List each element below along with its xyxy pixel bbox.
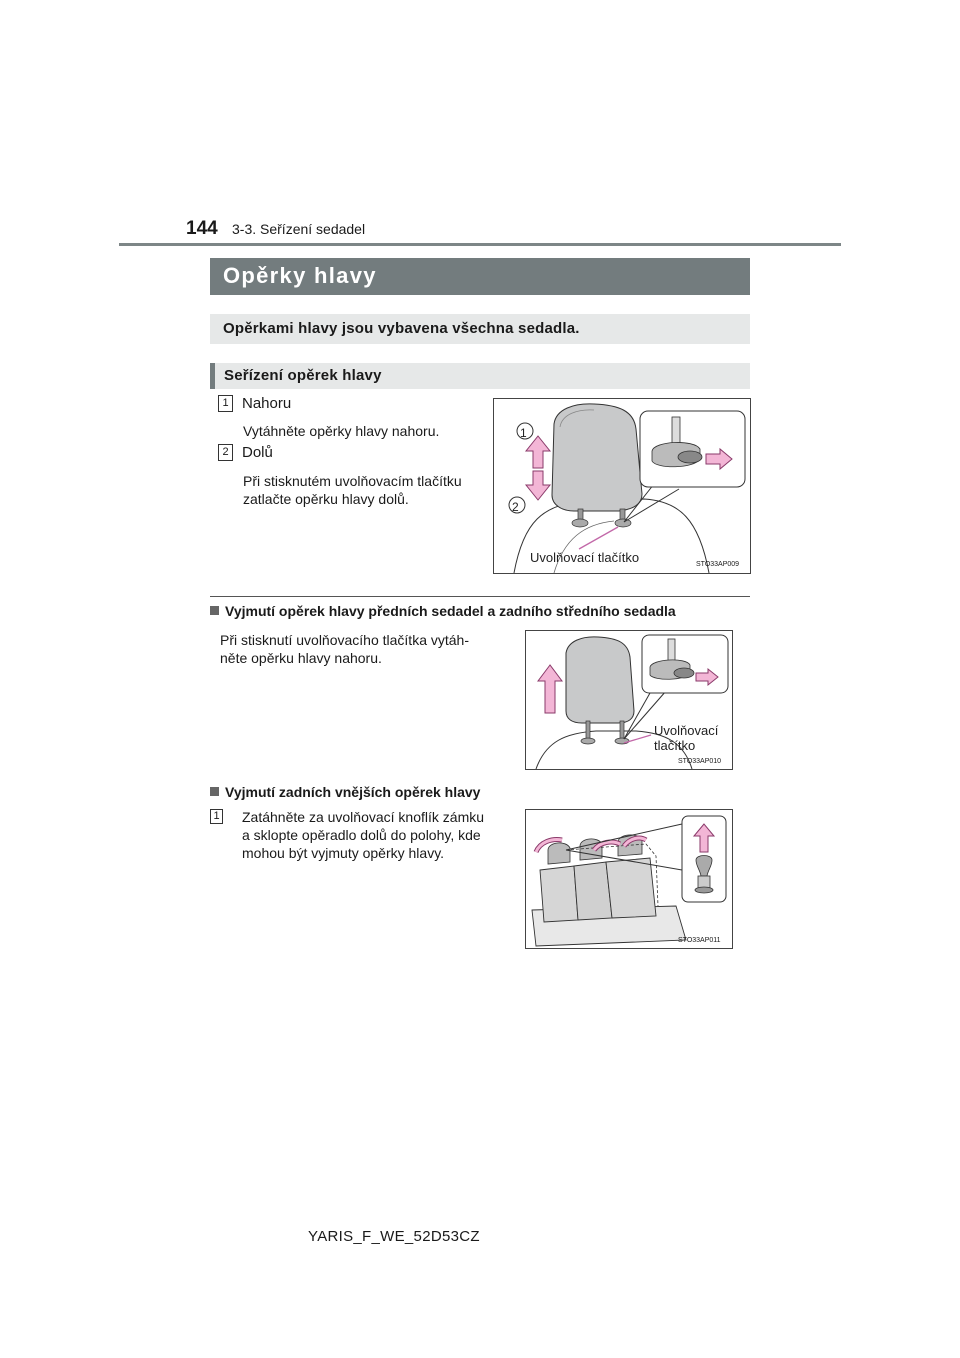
removal-rear-heading: [210, 784, 480, 800]
step-2-description-line2: zatlačte opěrku hlavy dolů.: [243, 491, 409, 507]
subsection-heading: Seřízení opěrek hlavy: [210, 363, 750, 389]
bullet-square-icon: [210, 787, 219, 796]
section-breadcrumb: 3-3. Seřízení sedadel: [232, 221, 366, 237]
removal-rear-heading-text: Vyjmutí zadních vnějších opěrek hlavy: [225, 784, 481, 800]
figure1-code: STO33AP009: [696, 561, 740, 568]
page-title: Opěrky hlavy: [210, 258, 750, 295]
step-2-description-line1: Při stisknutém uvolňovacím tlačítku: [243, 473, 462, 489]
removal-front-text-line1: Při stisknutí uvolňovacího tlačítka vytáh-: [220, 632, 469, 648]
figure-front-removal: [525, 630, 733, 770]
step-2-heading: Dolů: [242, 444, 273, 461]
removal-rear-text-line2: a sklopte opěradlo dolů do polohy, kde: [242, 827, 481, 843]
figure-headrest-adjust: [493, 398, 751, 574]
document-code: YARIS_F_WE_52D53CZ: [308, 1228, 480, 1245]
figure1-callout-2: 2: [512, 500, 519, 514]
figure1-callout-1: 1: [520, 426, 527, 440]
removal-front-heading-text: Vyjmutí opěrek hlavy předních sedadel a zadního středního sedadla: [225, 603, 676, 619]
figure2-release-button-label-line2: tlačítko: [654, 738, 696, 753]
figure1-release-button-label: Uvolňovací tlačítko: [530, 550, 640, 565]
figure2-code: STO33AP010: [678, 758, 722, 765]
section-divider: [210, 596, 750, 597]
intro-text: Opěrkami hlavy jsou vybavena všechna sedadla.: [210, 314, 750, 344]
step-1-marker: 1: [218, 395, 233, 412]
figure3-code: STO33AP011: [678, 937, 721, 944]
removal-front-heading: [210, 603, 676, 619]
step-2-marker: 2: [218, 444, 233, 461]
rear-step-1-marker: 1: [210, 809, 223, 824]
bullet-square-icon: [210, 606, 219, 615]
header-divider: [119, 243, 841, 246]
step-1-description: Vytáhněte opěrky hlavy nahoru.: [243, 423, 440, 439]
figure2-release-button-label-line1: Uvolňovací: [654, 723, 719, 738]
page-number: 144: [186, 218, 218, 239]
figure-rear-removal: [525, 809, 733, 949]
step-1-heading: Nahoru: [242, 395, 292, 412]
removal-front-text-line2: něte opěrku hlavy nahoru.: [220, 650, 382, 666]
removal-rear-text-line3: mohou být vyjmuty opěrky hlavy.: [242, 845, 445, 861]
removal-rear-text-line1: Zatáhněte za uvolňovací knoflík zámku: [242, 809, 485, 825]
